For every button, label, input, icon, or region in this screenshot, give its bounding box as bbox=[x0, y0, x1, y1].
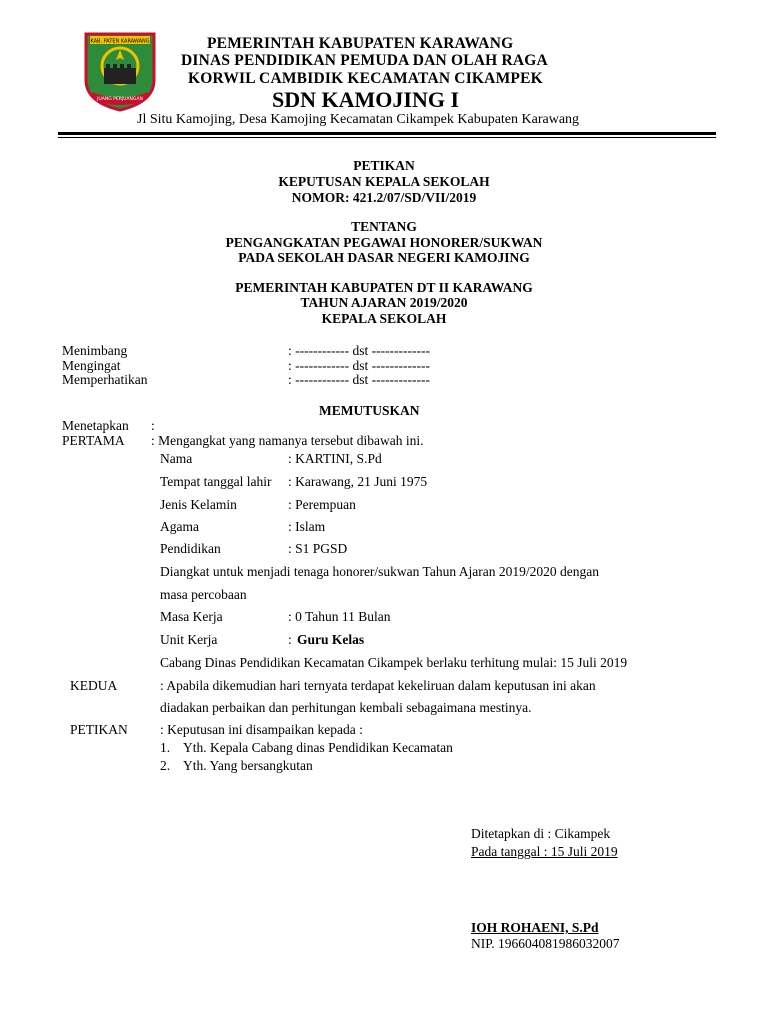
consideration-label: Mengingat bbox=[62, 358, 121, 373]
title-pengangkatan: PENGANGKATAN PEGAWAI HONORER/SUKWAN bbox=[225, 235, 543, 250]
appointment-line-1: Diangkat untuk menjadi tenaga honorer/sukwan Tahun Ajaran 2019/2020 dengan bbox=[160, 564, 599, 579]
title-keputusan: KEPUTUSAN KEPALA SEKOLAH bbox=[278, 174, 490, 189]
header-line-2: DINAS PENDIDIKAN PEMUDA DAN OLAH RAGA bbox=[181, 52, 548, 69]
signature-date: Pada tanggal : 15 Juli 2019 bbox=[471, 844, 618, 859]
consideration-label: Menimbang bbox=[62, 343, 128, 358]
person-value: : Islam bbox=[288, 519, 326, 534]
logo-text-bottom: JUANG PERJUANGAN bbox=[97, 97, 143, 102]
person-value: : Perempuan bbox=[288, 497, 356, 512]
header-line-3: KORWIL CAMBIDIK KECAMATAN CIKAMPEK bbox=[188, 70, 543, 87]
title-sekolah: PADA SEKOLAH DASAR NEGERI KAMOJING bbox=[238, 250, 530, 265]
title-kepala-sekolah: KEPALA SEKOLAH bbox=[321, 311, 447, 326]
pertama-label: PERTAMA bbox=[62, 433, 125, 448]
person-label: Tempat tanggal lahir bbox=[160, 474, 272, 489]
person-value: : S1 PGSD bbox=[288, 541, 348, 556]
consideration-value: : ------------ dst ------------- bbox=[288, 372, 431, 387]
person-label: Jenis Kelamin bbox=[160, 497, 237, 512]
menetapkan-colon: : bbox=[151, 418, 155, 433]
consideration-label: Memperhatikan bbox=[62, 372, 148, 387]
pertama-text: : Mengangkat yang namanya tersebut dibawah ini. bbox=[151, 433, 424, 448]
person-value: : KARTINI, S.Pd bbox=[288, 451, 382, 466]
masa-kerja-label: Masa Kerja bbox=[160, 609, 223, 624]
school-name: SDN KAMOJING I bbox=[272, 87, 460, 112]
petikan-label: PETIKAN bbox=[70, 722, 128, 737]
unit-kerja-label: Unit Kerja bbox=[160, 632, 218, 647]
menetapkan-label: Menetapkan bbox=[62, 418, 129, 433]
signature-place: Ditetapkan di : Cikampek bbox=[471, 826, 611, 841]
title-tahun-ajaran: TAHUN AJARAN 2019/2020 bbox=[300, 295, 468, 310]
regency-logo bbox=[80, 30, 160, 112]
consideration-value: : ------------ dst ------------- bbox=[288, 343, 431, 358]
logo-text-top: KAB. PATEN KARAWANG bbox=[90, 38, 150, 45]
person-value: : Karawang, 21 Juni 1975 bbox=[288, 474, 428, 489]
recipient-text: Yth. Yang bersangkutan bbox=[183, 758, 313, 773]
person-label: Pendidikan bbox=[160, 541, 221, 556]
masa-kerja-value: : 0 Tahun 11 Bulan bbox=[288, 609, 391, 624]
person-label: Nama bbox=[160, 451, 193, 466]
title-nomor: NOMOR: 421.2/07/SD/VII/2019 bbox=[291, 190, 477, 205]
appointment-line-2: masa percobaan bbox=[160, 587, 247, 602]
header-rule-thin bbox=[58, 137, 716, 138]
school-address: Jl Situ Kamojing, Desa Kamojing Kecamatan Cikampek Kabupaten Karawang bbox=[137, 112, 580, 127]
header-rule-thick bbox=[58, 132, 716, 135]
recipient-text: Yth. Kepala Cabang dinas Pendidikan Kecamatan bbox=[183, 740, 453, 755]
recipient-number: 2. bbox=[160, 758, 171, 773]
kedua-line-2: diadakan perbaikan dan perhitungan kembali sebagaimana mestinya. bbox=[160, 700, 532, 715]
title-pemerintah: PEMERINTAH KABUPATEN DT II KARAWANG bbox=[235, 280, 533, 295]
decide-heading: MEMUTUSKAN bbox=[319, 403, 420, 418]
unit-kerja-colon: : bbox=[288, 632, 292, 647]
petikan-line-1: : Keputusan ini disampaikan kepada : bbox=[160, 722, 363, 737]
unit-kerja-value: Guru Kelas bbox=[297, 632, 365, 647]
title-petikan: PETIKAN bbox=[353, 158, 415, 173]
recipient-number: 1. bbox=[160, 740, 171, 755]
signatory-name: IOH ROHAENI, S.Pd bbox=[471, 920, 599, 935]
header-line-1: PEMERINTAH KABUPATEN KARAWANG bbox=[207, 35, 514, 52]
signatory-nip: NIP. 196604081986032007 bbox=[471, 936, 620, 951]
effective-date-line: Cabang Dinas Pendidikan Kecamatan Cikampek berlaku terhitung mulai: 15 Juli 2019 bbox=[160, 655, 628, 670]
kedua-line-1: : Apabila dikemudian hari ternyata terdapat kekeliruan dalam keputusan ini akan bbox=[160, 678, 596, 693]
person-label: Agama bbox=[160, 519, 199, 534]
kedua-label: KEDUA bbox=[70, 678, 118, 693]
title-tentang: TENTANG bbox=[351, 219, 417, 234]
consideration-value: : ------------ dst ------------- bbox=[288, 358, 431, 373]
